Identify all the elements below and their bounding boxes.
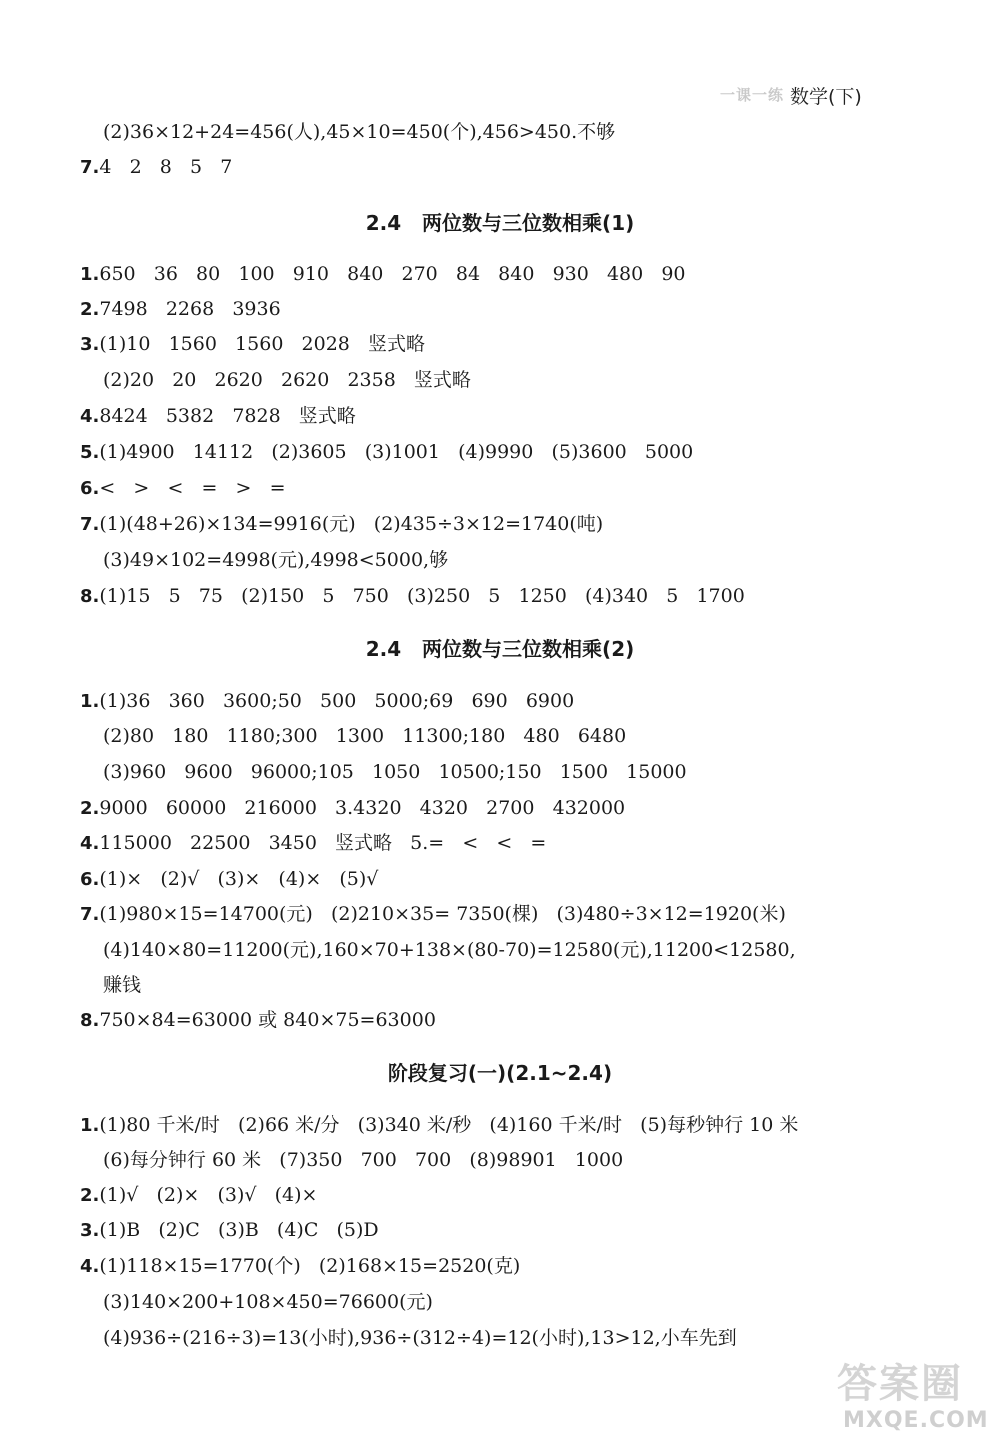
answer-line: 1.(1)36 360 3600;50 500 5000;69 690 6900 bbox=[80, 690, 575, 712]
section-heading: 2.4 两位数与三位数相乘(2) bbox=[365, 637, 635, 661]
watermark-url: MXQE.COM bbox=[843, 1408, 989, 1433]
section-heading: 阶段复习(一)(2.1~2.4) bbox=[387, 1061, 613, 1085]
answer-line: 5.(1)4900 14112 (2)3605 (3)1001 (4)9990 (5)3600 5000 bbox=[80, 441, 694, 463]
answer-line: (2)36×12+24=456(人),45×10=450(个),456>450.不够 bbox=[103, 121, 616, 143]
answer-line: (3)960 9600 96000;105 1050 10500;150 1500 15000 bbox=[103, 761, 687, 783]
answer-line: (4)140×80=11200(元),160×70+138×(80-70)=12580(元),11200<12580, bbox=[103, 939, 796, 961]
answer-line: (2)20 20 2620 2620 2358 竖式略 bbox=[103, 369, 471, 391]
answer-line: (4)936÷(216÷3)=13(小时),936÷(312÷4)=12(小时),13>12,小车先到 bbox=[103, 1327, 737, 1349]
answer-line: (6)每分钟行 60 米 (7)350 700 700 (8)98901 1000 bbox=[103, 1149, 624, 1171]
answer-line: 4.(1)118×15=1770(个) (2)168×15=2520(克) bbox=[80, 1255, 521, 1277]
answer-line: (3)140×200+108×450=76600(元) bbox=[103, 1291, 433, 1313]
answer-line: 8.750×84=63000 或 840×75=63000 bbox=[80, 1009, 436, 1031]
book-logo: 一课一练 bbox=[720, 86, 785, 104]
watermark-logo bbox=[815, 1352, 989, 1442]
answer-line: 3.(1)10 1560 1560 2028 竖式略 bbox=[80, 333, 426, 355]
page-header bbox=[720, 78, 920, 118]
section-heading: 2.4 两位数与三位数相乘(1) bbox=[365, 211, 635, 235]
watermark-text: 答案圈 bbox=[837, 1361, 963, 1407]
answer-line: 7.(1)980×15=14700(元) (2)210×35= 7350(棵) (3)480÷3×12=1920(米) bbox=[80, 903, 786, 925]
answer-line: 2.(1)√ (2)× (3)√ (4)× bbox=[80, 1184, 318, 1206]
answer-line: 2.7498 2268 3936 bbox=[80, 298, 281, 320]
answer-line: 4.115000 22500 3450 竖式略 5.= < < = bbox=[80, 832, 547, 854]
answer-line: 6.< > < = > = bbox=[80, 477, 286, 499]
header-title: 数学(下) bbox=[790, 86, 862, 108]
answer-line: 7.(1)(48+26)×134=9916(元) (2)435÷3×12=1740(吨) bbox=[80, 513, 604, 535]
answer-line: 1.(1)80 千米/时 (2)66 米/分 (3)340 米/秒 (4)160 千米/时 (5)每秒钟行 10 米 bbox=[80, 1114, 799, 1136]
answer-line: 7.4 2 8 5 7 bbox=[80, 156, 233, 178]
answer-line: 6.(1)× (2)√ (3)× (4)× (5)√ bbox=[80, 868, 379, 890]
answer-line: (3)49×102=4998(元),4998<5000,够 bbox=[103, 549, 449, 571]
answer-line: 4.8424 5382 7828 竖式略 bbox=[80, 405, 356, 427]
answer-line: 8.(1)15 5 75 (2)150 5 750 (3)250 5 1250 (4)340 5 1700 bbox=[80, 585, 745, 607]
answer-line: 1.650 36 80 100 910 840 270 84 840 930 480 90 bbox=[80, 263, 686, 285]
answer-line: 3.(1)B (2)C (3)B (4)C (5)D bbox=[80, 1219, 379, 1241]
answer-line: 赚钱 bbox=[103, 974, 142, 996]
answer-line: (2)80 180 1180;300 1300 11300;180 480 6480 bbox=[103, 725, 627, 747]
answer-line: 2.9000 60000 216000 3.4320 4320 2700 432000 bbox=[80, 797, 626, 819]
